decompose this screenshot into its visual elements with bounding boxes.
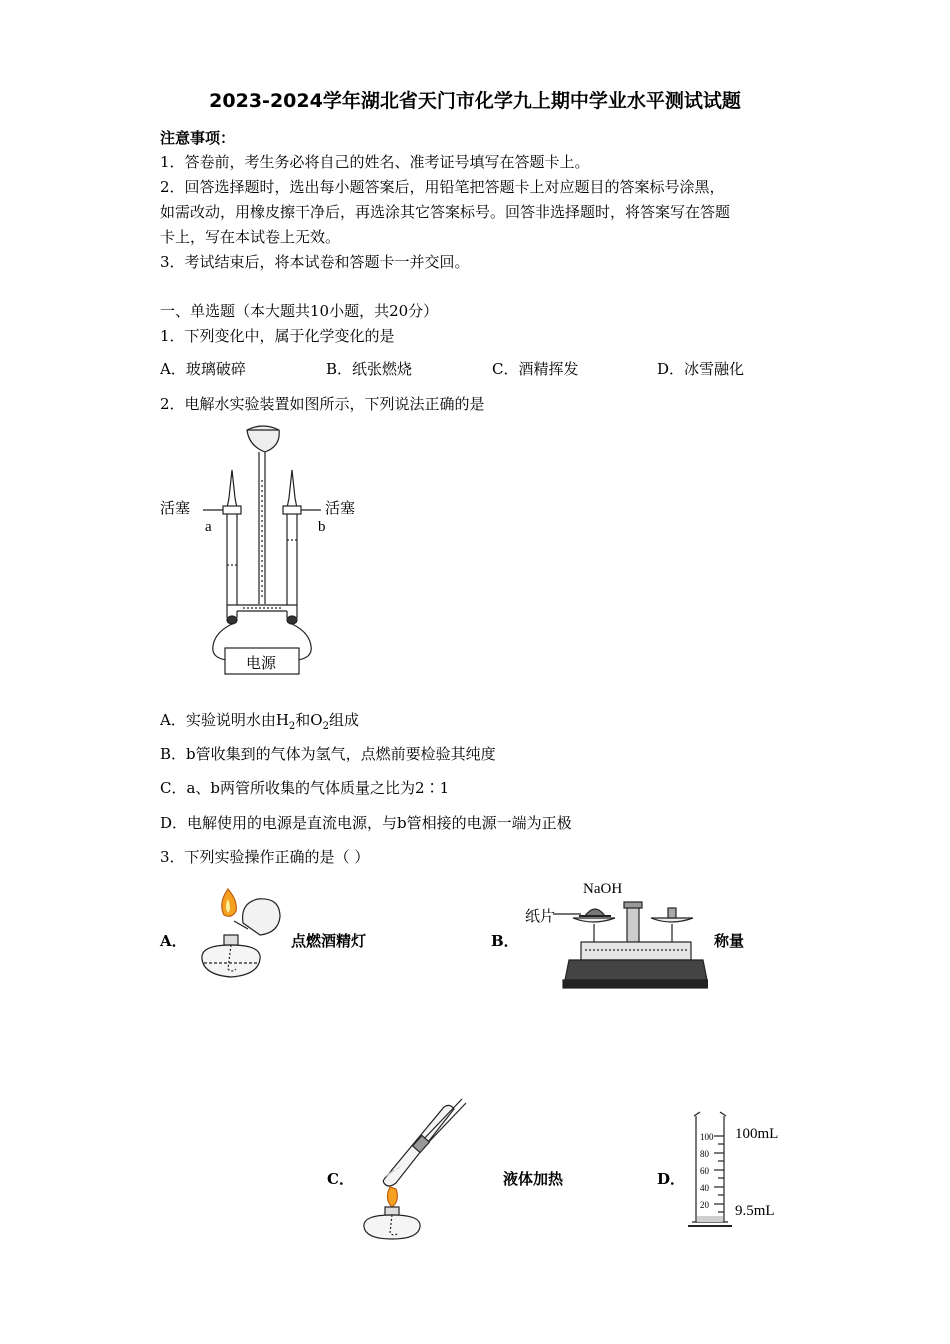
- cylinder-tick: 100: [700, 1132, 714, 1142]
- cylinder-tick: 80: [700, 1149, 709, 1159]
- q2-option-b: B．b管收集到的气体为氢气，点燃前要检验其纯度: [160, 745, 496, 763]
- notice-item-2-end: 卡上，写在本试卷上无效。: [160, 228, 341, 246]
- cylinder-tick: 20: [700, 1200, 709, 1210]
- q3-stem: 3．下列实验操作正确的是（ ）: [160, 848, 370, 866]
- tube-a-label: a: [205, 519, 212, 535]
- q1-option-d: D．冰雪融化: [657, 360, 745, 378]
- electrolysis-apparatus-figure: [155, 420, 355, 682]
- cylinder-tick: 40: [700, 1183, 709, 1193]
- q3-option-c-letter: C．: [327, 1170, 354, 1188]
- q1-option-b: B．纸张燃烧: [326, 360, 413, 378]
- q2-option-a: A．实验说明水由$H_2$和$O_2$组成: [160, 711, 359, 732]
- q3-option-b-caption: 称量: [714, 932, 745, 950]
- balance-weighing-figure: [523, 880, 708, 992]
- stopcock-right-label: 活塞: [325, 501, 356, 517]
- notice-item-1: 1．答卷前，考生务必将自己的姓名、准考证号填写在答题卡上。: [160, 153, 590, 171]
- power-source-label: 电源: [246, 656, 277, 672]
- paper-label: 纸片: [525, 909, 556, 925]
- q2-option-d: D．电解使用的电源是直流电源，与b管相接的电源一端为正极: [160, 814, 572, 832]
- naoh-label: NaOH: [583, 881, 623, 897]
- q3-option-d-letter: D．: [657, 1170, 686, 1188]
- cylinder-reading-label: 9.5mL: [735, 1203, 775, 1219]
- liquid-heating-figure: [358, 1095, 468, 1240]
- q2-option-c: C．a、b两管所收集的气体质量之比为2∶1: [160, 779, 450, 797]
- q3-option-a-letter: A．: [160, 932, 187, 950]
- cylinder-tick: 60: [700, 1166, 709, 1176]
- q3-option-a-caption: 点燃酒精灯: [291, 932, 367, 950]
- q1-stem: 1．下列变化中，属于化学变化的是: [160, 327, 395, 345]
- notice-item-2-cont: 如需改动，用橡皮擦干净后，再选涂其它答案标号。回答非选择题时，将答案写在答题: [160, 203, 731, 221]
- stopcock-left-label: 活塞: [160, 501, 191, 517]
- tube-b-label: b: [318, 519, 326, 535]
- alcohol-lamp-lighting-figure: [188, 883, 288, 988]
- cylinder-scale: [700, 1129, 714, 1214]
- q1-option-c: C．酒精挥发: [492, 360, 579, 378]
- q2-stem: 2．电解水实验装置如图所示，下列说法正确的是: [160, 395, 485, 413]
- q1-option-a: A．玻璃破碎: [160, 360, 246, 378]
- page-title: 2023-2024学年湖北省天门市化学九上期中学业水平测试试题: [209, 90, 741, 112]
- cylinder-capacity-label: 100mL: [735, 1126, 779, 1142]
- notice-item-2: 2．回答选择题时，选出每小题答案后，用铅笔把答题卡上对应题目的答案标号涂黑，: [160, 178, 725, 196]
- notice-heading: 注意事项：: [160, 129, 236, 147]
- q3-option-b-letter: B．: [491, 932, 519, 950]
- notice-item-3: 3．考试结束后，将本试卷和答题卡一并交回。: [160, 253, 470, 271]
- section-heading: 一、单选题（本大题共10小题，共20分）: [160, 302, 439, 320]
- measuring-cylinder-figure: [686, 1108, 796, 1233]
- q3-option-c-caption: 液体加热: [503, 1170, 564, 1188]
